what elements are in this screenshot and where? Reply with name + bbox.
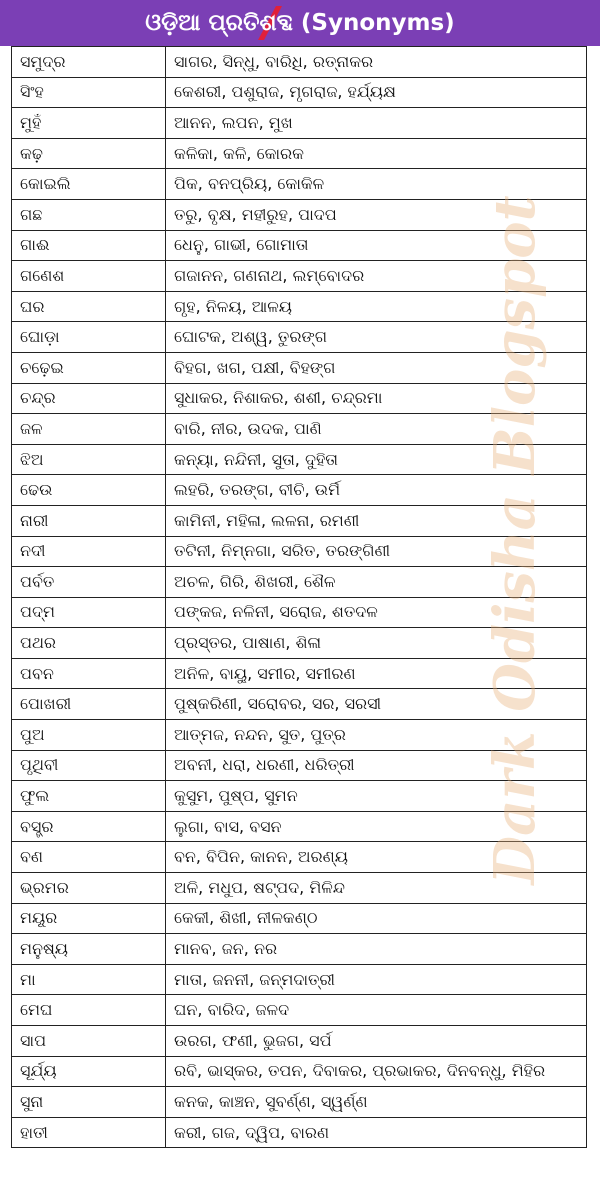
word-cell: ମା <box>12 964 166 995</box>
table-row <box>12 720 587 751</box>
word-cell: ସାପ <box>12 1026 166 1057</box>
table-row <box>12 1056 587 1087</box>
synonyms-cell: ଅଚଳ, ଗିରି, ଶିଖରୀ, ଶୈଳ <box>166 567 587 598</box>
table-row <box>12 658 587 689</box>
table-row <box>12 995 587 1026</box>
word-cell: ପୁଅ <box>12 720 166 751</box>
table-row <box>12 964 587 995</box>
table-row <box>12 536 587 567</box>
table-row <box>12 628 587 659</box>
synonyms-cell: ଅଳି, ମଧୁପ, ଷଟ୍ପଦ, ମିଳିନ୍ଦ <box>166 873 587 904</box>
table-row <box>12 1117 587 1148</box>
synonyms-cell: ମାତା, ଜନନୀ, ଜନ୍ମଦାତ୍ରୀ <box>166 964 587 995</box>
table-row <box>12 291 587 322</box>
word-cell: ଝିଅ <box>12 444 166 475</box>
table-row <box>12 1087 587 1118</box>
table-row <box>12 199 587 230</box>
word-cell: ବଣ <box>12 842 166 873</box>
table-row <box>12 505 587 536</box>
word-cell: ଚଢ଼େଇ <box>12 352 166 383</box>
word-cell: ସିଂହ <box>12 77 166 108</box>
word-cell: ସମୁଦ୍ର <box>12 47 166 78</box>
table-row <box>12 414 587 445</box>
synonyms-cell: ପିକ, ବନପ୍ରିୟ, କୋକିଳ <box>166 169 587 200</box>
table-row <box>12 138 587 169</box>
word-cell: ଗଣେଶ <box>12 261 166 292</box>
word-cell: ଜଳ <box>12 414 166 445</box>
word-cell: ପୋଖରୀ <box>12 689 166 720</box>
table-row <box>12 842 587 873</box>
synonyms-cell: ମାନବ, ଜନ, ନର <box>166 934 587 965</box>
word-cell: ପର୍ବତ <box>12 567 166 598</box>
watermark: Dark Odisha Blogspot <box>482 195 548 885</box>
synonyms-cell: ଅବନୀ, ଧରା, ଧରଣୀ, ଧରିତ୍ରୀ <box>166 750 587 781</box>
word-cell: ବସ୍ତ୍ର <box>12 811 166 842</box>
word-cell: ଫୁଲ <box>12 781 166 812</box>
synonyms-table-body <box>12 47 587 1148</box>
table-row <box>12 1026 587 1057</box>
word-cell: ହାତୀ <box>12 1117 166 1148</box>
table-row <box>12 689 587 720</box>
word-cell: ନାରୀ <box>12 505 166 536</box>
table-row <box>12 261 587 292</box>
table-row <box>12 934 587 965</box>
synonyms-cell: ଗଜାନନ, ଗଣନାଥ, ଲମ୍ବୋଦର <box>166 261 587 292</box>
synonyms-cell: କେକୀ, ଶିଖୀ, ନୀଳକଣ୍ଠ <box>166 903 587 934</box>
table-row <box>12 230 587 261</box>
synonyms-cell: ଆତ୍ମଜ, ନନ୍ଦନ, ସୁତ, ପୁତ୍ର <box>166 720 587 751</box>
synonyms-cell: ବିହଗ, ଖଗ, ପକ୍ଷୀ, ବିହଙ୍ଗ <box>166 352 587 383</box>
table-row <box>12 811 587 842</box>
synonyms-cell: ତଟିନୀ, ନିମ୍ନଗା, ସରିତ, ତରଙ୍ଗିଣୀ <box>166 536 587 567</box>
table-row <box>12 567 587 598</box>
synonyms-cell: ଉରଗ, ଫଣୀ, ଭୁଜଗ, ସର୍ପ <box>166 1026 587 1057</box>
synonyms-cell: କେଶରୀ, ପଶୁରାଜ, ମୃଗରାଜ, ହର୍ଯ୍ୟକ୍ଷ <box>166 77 587 108</box>
word-cell: ସୂର୍ଯ୍ୟ <box>12 1056 166 1087</box>
synonyms-cell: ଅନିଳ, ବାୟୁ, ସମୀର, ସମୀରଣ <box>166 658 587 689</box>
table-row <box>12 475 587 506</box>
synonyms-cell: କନ୍ୟା, ନନ୍ଦିନୀ, ସୁତା, ଦୁହିତା <box>166 444 587 475</box>
table-row <box>12 903 587 934</box>
word-cell: ପଦ୍ମ <box>12 597 166 628</box>
page-title: ଓଡ଼ିଆ ପ୍ରତିଶବ୍ଦ (Synonyms) <box>145 10 455 36</box>
word-cell: ଘୋଡ଼ା <box>12 322 166 353</box>
table-row <box>12 47 587 78</box>
table-row <box>12 352 587 383</box>
word-cell: ଘର <box>12 291 166 322</box>
synonyms-cell: ତରୁ, ବୃକ୍ଷ, ମହୀରୁହ, ପାଦପ <box>166 199 587 230</box>
table-row <box>12 873 587 904</box>
word-cell: ଗାଈ <box>12 230 166 261</box>
table-row <box>12 169 587 200</box>
word-cell: ଗଛ <box>12 199 166 230</box>
synonyms-cell: କନକ, କାଞ୍ଚନ, ସୁବର୍ଣ୍ଣ, ସ୍ୱର୍ଣ୍ଣ <box>166 1087 587 1118</box>
word-cell: କୋଇଲି <box>12 169 166 200</box>
word-cell: ଢେଉ <box>12 475 166 506</box>
table-row <box>12 77 587 108</box>
synonyms-cell: କଳିକା, କଳି, କୋରକ <box>166 138 587 169</box>
word-cell: ମୁହଁ <box>12 108 166 139</box>
page-header <box>0 0 600 46</box>
synonyms-cell: ପଙ୍କଜ, ନଳିନୀ, ସରୋଜ, ଶତଦଳ <box>166 597 587 628</box>
word-cell: ପଥର <box>12 628 166 659</box>
word-cell: ଚନ୍ଦ୍ର <box>12 383 166 414</box>
synonyms-cell: ଧେନୁ, ଗାଭୀ, ଗୋମାତା <box>166 230 587 261</box>
word-cell: ମେଘ <box>12 995 166 1026</box>
synonyms-cell: ଗୃହ, ନିଳୟ, ଆଳୟ <box>166 291 587 322</box>
table-row <box>12 750 587 781</box>
word-cell: ସୁନା <box>12 1087 166 1118</box>
word-cell: ମନୁଷ୍ୟ <box>12 934 166 965</box>
word-cell: ଭ୍ରମର <box>12 873 166 904</box>
synonyms-cell: ସୁଧାକର, ନିଶାକର, ଶଶୀ, ଚନ୍ଦ୍ରମା <box>166 383 587 414</box>
word-cell: କଢ଼ <box>12 138 166 169</box>
synonyms-cell: ବନ, ବିପିନ, କାନନ, ଅରଣ୍ୟ <box>166 842 587 873</box>
synonyms-cell: ପ୍ରସ୍ତର, ପାଷାଣ, ଶିଳା <box>166 628 587 659</box>
table-row <box>12 597 587 628</box>
table-row <box>12 383 587 414</box>
synonyms-cell: ସାଗର, ସିନ୍ଧୁ, ବାରିଧି, ରତ୍ନାକର <box>166 47 587 78</box>
synonyms-cell: କୁସୁମ, ପୁଷ୍ପ, ସୁମନ <box>166 781 587 812</box>
synonyms-cell: ଲହରି, ତରଙ୍ଗ, ବୀଚି, ଉର୍ମି <box>166 475 587 506</box>
synonyms-cell: ରବି, ଭାସ୍କର, ତପନ, ଦିବାକର, ପ୍ରଭାକର, ଦିନବନ୍ଧୁ, ମିହିର <box>166 1056 587 1087</box>
synonyms-cell: କାମିନୀ, ମହିଳା, ଲଳନା, ରମଣୀ <box>166 505 587 536</box>
synonyms-cell: ଲୁଗା, ବାସ, ବସନ <box>166 811 587 842</box>
table-row <box>12 444 587 475</box>
table-row <box>12 781 587 812</box>
synonyms-cell: କରୀ, ଗଜ, ଦ୍ୱିପ, ବାରଣ <box>166 1117 587 1148</box>
synonyms-cell: ପୁଷ୍କରିଣୀ, ସରୋବର, ସର, ସରସୀ <box>166 689 587 720</box>
synonyms-cell: ଘୋଟକ, ଅଶ୍ୱ, ତୁରଙ୍ଗ <box>166 322 587 353</box>
table-row <box>12 108 587 139</box>
synonyms-cell: ଘନ, ବାରିଦ, ଜଳଦ <box>166 995 587 1026</box>
synonyms-table <box>11 46 587 1148</box>
word-cell: ମୟୂର <box>12 903 166 934</box>
synonyms-cell: ଆନନ, ଲପନ, ମୁଖ <box>166 108 587 139</box>
synonyms-cell: ବାରି, ନୀର, ଉଦକ, ପାଣି <box>166 414 587 445</box>
word-cell: ନଦୀ <box>12 536 166 567</box>
word-cell: ପବନ <box>12 658 166 689</box>
table-row <box>12 322 587 353</box>
word-cell: ପୃଥିବୀ <box>12 750 166 781</box>
